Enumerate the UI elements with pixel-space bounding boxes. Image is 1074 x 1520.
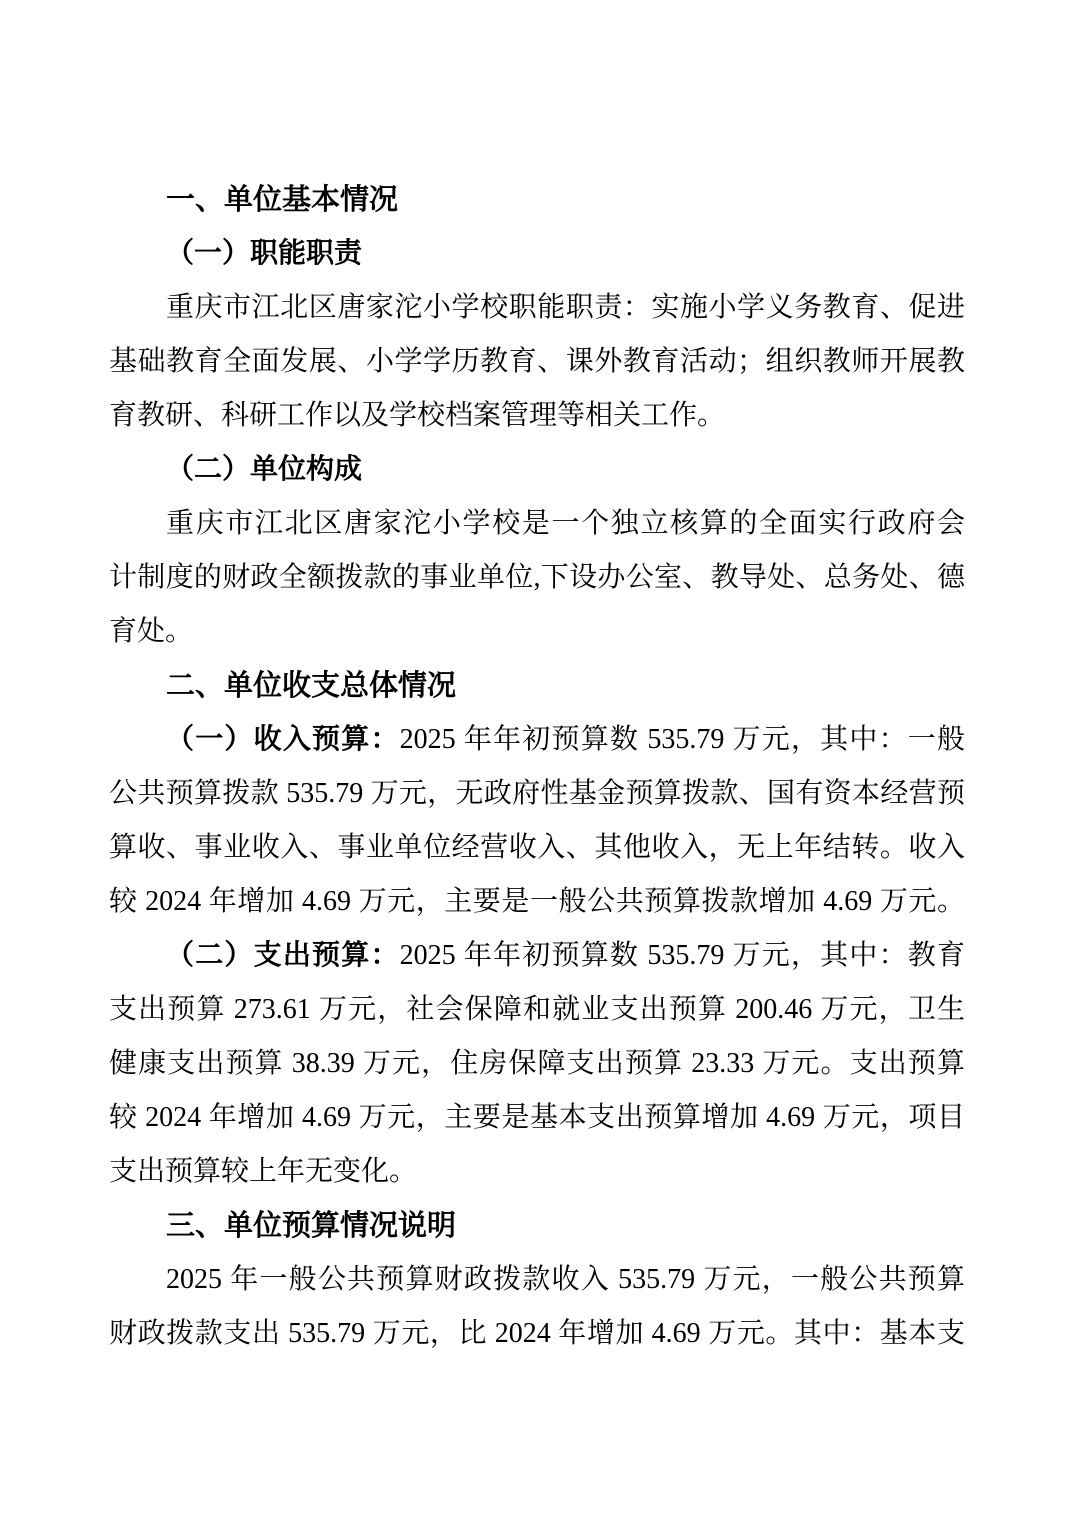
paragraph-line: 2025 年一般公共预算财政拨款收入 535.79 万元，一般公共预算 xyxy=(166,1264,965,1295)
heading-section-3: 三、单位预算情况说明 xyxy=(166,1210,457,1242)
paragraph-line: 支出预算较上年无变化。 xyxy=(109,1156,418,1187)
heading-section-1: 一、单位基本情况 xyxy=(166,184,399,216)
paragraph-text: 2025 年年初预算数 535.79 万元，其中：一般 xyxy=(399,724,965,755)
paragraph-line: 重庆市江北区唐家沱小学校是一个独立核算的全面实行政府会 xyxy=(166,508,965,539)
paragraph-line: 重庆市江北区唐家沱小学校职能职责：实施小学义务教育、促进 xyxy=(166,292,965,323)
paragraph-line xyxy=(109,713,965,767)
paragraph-line: 育教研、科研工作以及学校档案管理等相关工作。 xyxy=(109,400,726,431)
document-content xyxy=(109,173,965,1361)
heading-section-2: 二、单位收支总体情况 xyxy=(166,670,457,702)
paragraph-line: 财政拨款支出 535.79 万元，比 2024 年增加 4.69 万元。其中：基本支 xyxy=(109,1318,965,1349)
subheading-1-2: （二）单位构成 xyxy=(166,454,363,485)
paragraph-line: 公共预算拨款 535.79 万元，无政府性基金预算拨款、国有资本经营预 xyxy=(109,778,965,809)
paragraph-line: 基础教育全面发展、小学学历教育、课外教育活动；组织教师开展教 xyxy=(109,346,965,377)
inline-label-expenditure-budget: （二）支出预算： xyxy=(166,940,400,971)
subheading-1-1: （一）职能职责 xyxy=(166,238,363,269)
paragraph-line: 计制度的财政全额拨款的事业单位,下设办公室、教导处、总务处、德 xyxy=(109,562,965,593)
paragraph-line: 较 2024 年增加 4.69 万元，主要是基本支出预算增加 4.69 万元，项目 xyxy=(109,1102,965,1133)
paragraph-line: 育处。 xyxy=(109,616,194,647)
paragraph-text: 2025 年年初预算数 535.79 万元，其中：教育 xyxy=(399,940,965,971)
paragraph-line: 较 2024 年增加 4.69 万元，主要是一般公共预算拨款增加 4.69 万元。 xyxy=(109,886,965,917)
paragraph-line: 算收、事业收入、事业单位经营收入、其他收入，无上年结转。收入 xyxy=(109,832,965,863)
inline-label-income-budget: （一）收入预算： xyxy=(166,724,400,755)
paragraph-line xyxy=(109,929,965,983)
paragraph-line: 健康支出预算 38.39 万元，住房保障支出预算 23.33 万元。支出预算 xyxy=(109,1048,965,1079)
paragraph-line: 支出预算 273.61 万元，社会保障和就业支出预算 200.46 万元，卫生 xyxy=(109,994,965,1025)
